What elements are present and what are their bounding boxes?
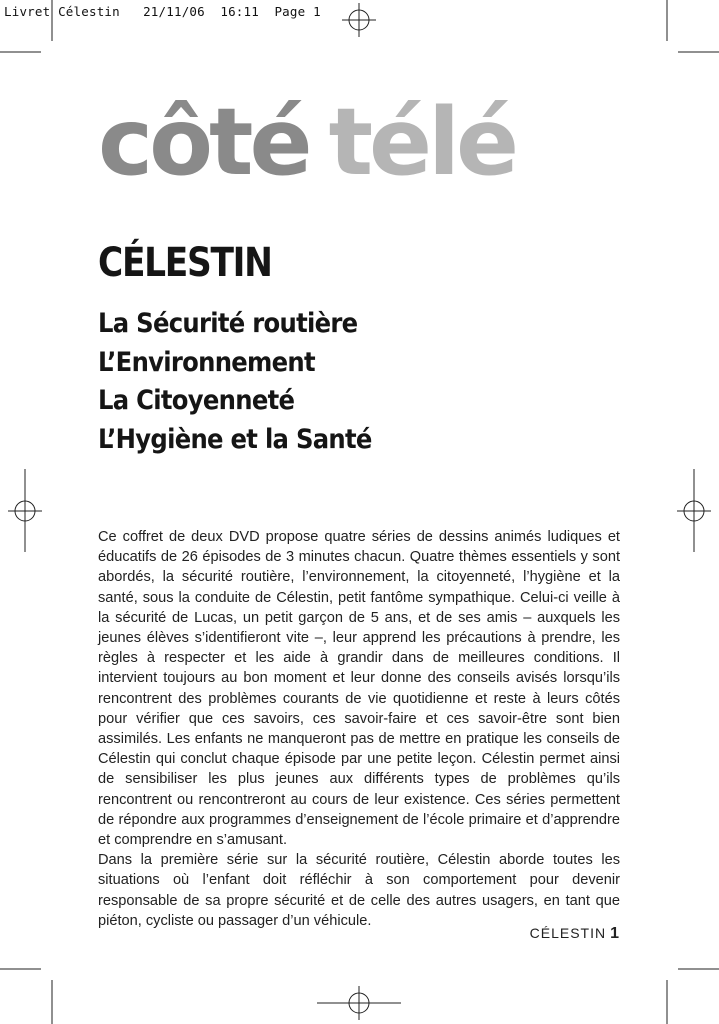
- topic-item: La Citoyenneté: [98, 385, 295, 416]
- brand-word-tele: télé: [328, 88, 516, 196]
- slug-file: Livret Célestin: [4, 4, 120, 19]
- topic-item: L’Hygiène et la Santé: [98, 423, 372, 455]
- running-head: CÉLESTIN: [529, 925, 607, 941]
- page-footer: [530, 925, 620, 943]
- slug-time: 16:11: [220, 4, 259, 19]
- body-text: [98, 527, 620, 931]
- brand-word-cote: côté: [98, 88, 309, 196]
- page-number: 1: [610, 925, 620, 942]
- registration-mark-left: [8, 469, 42, 552]
- topic-list: [98, 305, 372, 459]
- page-title: CÉLESTIN: [98, 240, 272, 286]
- registration-mark-right: [677, 469, 711, 552]
- registration-mark-top: [342, 3, 376, 37]
- body-paragraph-2: Dans la première série sur la sécurité routière, Célestin aborde toutes les situations où l’enfant doit réfléchir à son comportement pour devenir responsable de sa propre sécurité et de celle des autres usagers, en tant que piéton, cycliste ou passager d’un véhicule.: [98, 852, 620, 929]
- topic-item: La Sécurité routière: [98, 308, 358, 339]
- brand-logo: [98, 88, 516, 196]
- registration-mark-bottom: [317, 986, 401, 1020]
- topic-item: L’Environnement: [98, 346, 315, 378]
- body-paragraph-1: Ce coffret de deux DVD propose quatre séries de dessins animés ludiques et éducatifs de 26 épisodes de 3 minutes chacun. Quatre thèmes essentiels y sont abordés, la sécurité routière, l’environnement, la citoyenneté, l’hygiène et la santé, sous la conduite de Célestin, petit fantôme sympathique. Celui-ci veille à la sécurité de Lucas, un petit garçon de 5 ans, et de ses amis – auxquels les jeunes élèves s’identifieront vite –, leur apprend les précautions à prendre, les règles à respecter et les aide à grandir dans de meilleures conditions. Il intervient toujours au bon moment et leur donne des conseils avisés lorsqu’ils rencontrent des problèmes courants de vie quotidienne et reste à leurs côtés pour vérifier que ces savoirs, ces savoir-faire et ces savoir-être sont bien assimilés. Les enfants ne manqueront pas de mettre en pratique les conseils de Célestin qui conclut chaque épisode par une petite leçon. Célestin permet ainsi de sensibiliser les plus jeunes aux différents types de problèmes qu’ils rencontrent ou rencontreront au cours de leur existence. Ces séries permettent de répondre aux programmes d’enseignement de l’école primaire et d’apprendre et comprendre en s’amusant.: [98, 529, 620, 849]
- slug-date: 21/11/06: [143, 4, 205, 19]
- slug-page: Page 1: [274, 4, 321, 19]
